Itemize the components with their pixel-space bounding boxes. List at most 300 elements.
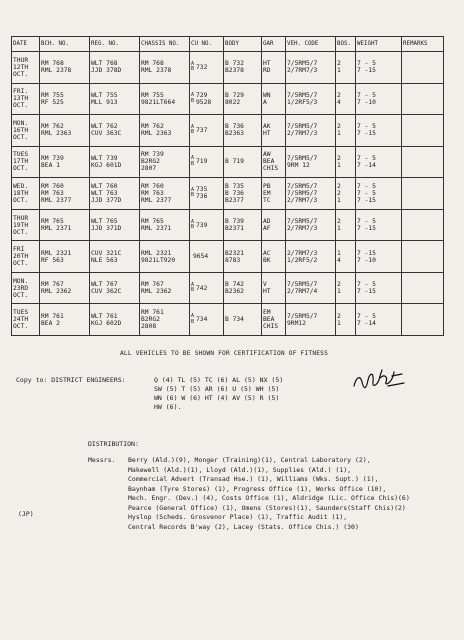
cell-veh — [286, 146, 336, 178]
cu-ab-marker — [191, 220, 194, 231]
cu-number: 719 — [196, 158, 208, 166]
cell-line: B 742 — [225, 281, 244, 289]
cell-chassis — [140, 272, 190, 304]
district-line: SW (5) T (5) AR (6) U (5) WH (5) — [154, 385, 280, 393]
cu-number: 9528 — [196, 98, 212, 106]
cell-line: 7 - 5 — [357, 189, 376, 197]
cell-bos — [336, 146, 356, 178]
cell-weight — [356, 272, 402, 304]
cell-cu — [190, 272, 224, 304]
cell-line: OCT. — [13, 165, 29, 173]
cell-line: 9821LT920 — [141, 256, 176, 264]
cell-gar — [262, 241, 286, 273]
cell-remarks — [402, 304, 444, 336]
cell-line: THUR — [13, 56, 29, 64]
messrs-label: Messrs. — [88, 456, 116, 464]
table-row — [12, 52, 444, 84]
cell-line: 2/7RM7/3 — [287, 67, 318, 75]
cell-line: WLT 768 — [91, 60, 118, 68]
cell-line: RM 755 — [41, 91, 64, 99]
cell-line: 1/2RF5/3 — [287, 98, 318, 106]
cell-line: WLT 765 — [91, 218, 118, 225]
cell-line: 7 - 5 — [357, 154, 376, 162]
column-header: REMARKS — [402, 37, 444, 52]
cu-ab-marker — [191, 125, 194, 136]
certification-note: ALL VEHICLES TO BE SHOWN FOR CERTIFICATION OF FITNESS — [120, 350, 329, 357]
cell-line: EM — [263, 189, 271, 197]
cell-date — [12, 83, 40, 115]
cell-line: RM 761 — [41, 312, 64, 320]
column-header: BOS. — [336, 37, 356, 52]
cell-line: BEA — [263, 158, 275, 166]
cell-line: 2808 — [141, 323, 157, 331]
cell-weight — [356, 241, 402, 273]
cell-line: RML 2378 — [141, 67, 172, 75]
cell-bos — [336, 272, 356, 304]
cell-line: 7/5RM5/7 — [287, 154, 318, 162]
cell-line: 12TH — [13, 63, 29, 71]
cell-line: 7 -15 — [357, 249, 376, 257]
cell-bos — [336, 241, 356, 273]
cell-cu — [190, 241, 224, 273]
cell-gar — [262, 146, 286, 178]
cell-veh — [286, 83, 336, 115]
cell-line: B 735 — [225, 182, 244, 190]
cell-chassis — [140, 115, 190, 147]
cell-line: AK — [263, 123, 271, 131]
column-header: GAR — [262, 37, 286, 52]
cell-bch — [40, 241, 90, 273]
cell-line: 7/5RM5/7 — [287, 281, 318, 289]
table-row — [12, 146, 444, 178]
cell-bch — [40, 209, 90, 241]
cell-veh — [286, 304, 336, 336]
cell-line: 7 -10 — [357, 256, 376, 264]
cu-ab-letter: B — [191, 287, 195, 294]
cell-line: 2/7RM7/3 — [287, 225, 318, 232]
cell-reg — [90, 304, 140, 336]
cell-line: RM 763 — [41, 189, 64, 197]
cell-line: B2RG2 — [141, 158, 160, 166]
cell-line: B2RG2 — [141, 316, 160, 324]
cu-ab-letter: B — [191, 318, 195, 325]
cell-line: RM 761 — [141, 309, 164, 317]
table-header-row — [12, 37, 444, 52]
cell-bos — [336, 83, 356, 115]
cell-reg — [90, 115, 140, 147]
cell-line: AW — [263, 151, 271, 159]
cell-line: B 739 — [225, 218, 244, 225]
cell-line: 19TH — [13, 221, 29, 229]
cu-ab-letter: A — [191, 155, 195, 162]
district-codes — [154, 376, 283, 412]
cell-line: RML 2362 — [141, 288, 172, 296]
cell-line: RM 762 — [41, 123, 64, 131]
cell-line: 1 — [337, 249, 341, 257]
cell-line: 18TH — [13, 189, 29, 197]
cu-ab-letter: B — [191, 192, 195, 199]
cell-date — [12, 272, 40, 304]
cell-bch — [40, 272, 90, 304]
cell-line: 7 -15 — [357, 67, 376, 75]
cell-line: 8783 — [225, 256, 241, 264]
cu-ab-marker — [191, 62, 194, 73]
cell-weight — [356, 52, 402, 84]
cell-line: 2 — [337, 182, 341, 190]
cell-line: 7 -14 — [357, 319, 376, 327]
cell-line: B2321 — [225, 249, 244, 257]
cell-line: BEA — [263, 316, 275, 324]
cell-remarks — [402, 178, 444, 210]
cell-line: B2378 — [225, 67, 244, 75]
cell-line: WLT 762 — [91, 123, 118, 131]
cell-line: RML 2371 — [141, 225, 172, 232]
cell-line: B2363 — [225, 130, 244, 138]
cell-date — [12, 115, 40, 147]
cu-ab-letter: B — [191, 66, 195, 73]
cell-line: KGJ 601D — [91, 161, 122, 169]
cell-remarks — [402, 241, 444, 273]
cell-line: OCT. — [13, 133, 29, 141]
cell-line: 7 - 5 — [357, 123, 376, 131]
cell-line: MON. — [13, 277, 29, 285]
cell-gar — [262, 83, 286, 115]
cell-bch — [40, 146, 90, 178]
cell-line: WLT 739 — [91, 154, 118, 162]
cell-reg — [90, 272, 140, 304]
cell-line: RML 2363 — [141, 130, 172, 138]
cell-remarks — [402, 83, 444, 115]
cu-number: 732 — [196, 63, 208, 71]
cell-bch — [40, 83, 90, 115]
cell-line: 2/7RM7/3 — [287, 130, 318, 138]
cell-line: NLE 563 — [91, 256, 118, 264]
distribution-line: Baynham (Tyre Stores) (1), Progress Office (1), Works Office (10), — [128, 484, 387, 493]
cell-line: 2 — [337, 312, 341, 320]
cell-line: B 736 — [225, 123, 244, 131]
cell-bos — [336, 178, 356, 210]
column-header: WEIGHT — [356, 37, 402, 52]
cell-line: 2 — [337, 281, 341, 289]
cell-line: CHIS — [263, 323, 279, 331]
cell-line: 1 — [337, 319, 341, 327]
cell-cu — [190, 52, 224, 84]
cell-line: B2362 — [225, 288, 244, 296]
cell-bch — [40, 304, 90, 336]
cell-line: RM 763 — [141, 189, 164, 197]
cell-line: 7 - 5 — [357, 91, 376, 99]
cell-weight — [356, 146, 402, 178]
cell-remarks — [402, 115, 444, 147]
cell-line: AC — [263, 249, 271, 257]
cell-body — [224, 146, 262, 178]
cell-line: RM 768 — [41, 60, 64, 68]
cell-line: 17TH — [13, 158, 29, 166]
cell-line: 7 - 5 — [357, 281, 376, 289]
cell-line: TUES — [13, 151, 29, 159]
column-header: CU NO. — [190, 37, 224, 52]
cu-number: 9654 — [193, 252, 209, 260]
cell-line: THUR — [13, 214, 29, 222]
cell-bos — [336, 115, 356, 147]
cell-line: RF 563 — [41, 256, 64, 264]
cell-line: WLT 767 — [91, 281, 118, 289]
cell-line: WLT 755 — [91, 91, 118, 99]
cell-bos — [336, 52, 356, 84]
cell-line: RML 2378 — [41, 67, 72, 75]
cell-body — [224, 209, 262, 241]
cell-line: WLT 763 — [91, 189, 118, 197]
cell-line: 7/5RM5/7 — [287, 312, 318, 320]
cell-reg — [90, 241, 140, 273]
cu-number: 739 — [196, 221, 208, 229]
cell-line: 7 -15 — [357, 225, 376, 232]
cell-line: RM 767 — [141, 281, 164, 289]
cell-line: RM 767 — [41, 281, 64, 289]
cell-line: RM 768 — [141, 60, 164, 68]
cell-remarks — [402, 52, 444, 84]
distribution-heading: DISTRIBUTION: — [88, 440, 139, 448]
cell-line: 2 — [337, 218, 341, 225]
cell-line: OCT. — [13, 70, 29, 78]
cell-line: MLL 913 — [91, 98, 118, 106]
cell-line: 7 - 5 — [357, 218, 376, 225]
cell-line: RML 2377 — [141, 196, 172, 204]
cell-line: B 732 — [225, 60, 244, 68]
cell-line: 2 — [337, 91, 341, 99]
cu-ab-letter: B — [191, 224, 195, 230]
cell-remarks — [402, 272, 444, 304]
cell-line: RM 755 — [141, 91, 164, 99]
cell-line: 7 - 5 — [357, 60, 376, 68]
cell-bos — [336, 209, 356, 241]
cu-ab-letter: A — [191, 123, 195, 130]
cell-veh — [286, 272, 336, 304]
cell-line: RML 2377 — [41, 196, 72, 204]
distribution-line: Commercial Advert (Transad Hse.) (1), Williams (Wks. Supt.) (1), — [128, 475, 379, 483]
cell-line: HT — [263, 60, 271, 68]
cell-line: TUES — [13, 309, 29, 317]
cell-veh — [286, 115, 336, 147]
cell-line: CUV 362C — [91, 288, 122, 296]
cell-remarks — [402, 209, 444, 241]
cell-line: 2 — [337, 123, 341, 131]
cell-line: 2/7RM7/3 — [287, 196, 318, 204]
cell-line: HT — [263, 288, 271, 296]
cell-date — [12, 146, 40, 178]
cell-line: 9RM12 — [287, 319, 306, 327]
cell-cu — [190, 83, 224, 115]
cell-line: 9RM 12 — [287, 161, 310, 169]
table-row — [12, 83, 444, 115]
cell-line: RML 2362 — [41, 288, 72, 296]
cell-line: B 719 — [225, 158, 244, 166]
cell-gar — [262, 209, 286, 241]
cell-gar — [262, 115, 286, 147]
cell-line: KGJ 602D — [91, 319, 122, 327]
cell-line: 7 - 5 — [357, 182, 376, 190]
cell-line: WED. — [13, 182, 29, 190]
cu-ab-marker — [191, 283, 194, 294]
table-row — [12, 241, 444, 273]
cell-date — [12, 304, 40, 336]
cell-line: 7 - 5 — [357, 312, 376, 320]
cell-remarks — [402, 146, 444, 178]
cell-line: RM 739 — [141, 151, 164, 159]
cell-reg — [90, 209, 140, 241]
cell-line: HT — [263, 130, 271, 138]
cell-line: 2/7RM7/4 — [287, 288, 318, 296]
cell-line: B 736 — [225, 189, 244, 197]
cu-ab-letter: B — [191, 129, 195, 136]
vehicle-register-table — [11, 36, 444, 336]
cu-ab-letter: A — [191, 281, 195, 288]
distribution-line: Makewell (Ald.)(1), Lloyd (Ald.)(1), Supplies (Ald.) (1), — [128, 465, 352, 474]
cell-weight — [356, 83, 402, 115]
cell-line: 7 -15 — [357, 130, 376, 138]
cell-line: RM 765 — [41, 218, 64, 225]
cell-line: 16TH — [13, 126, 29, 134]
cu-number: 742 — [196, 284, 208, 292]
cell-chassis — [140, 178, 190, 210]
cell-line: MON. — [13, 119, 29, 127]
cell-veh — [286, 178, 336, 210]
cell-line: CHIS — [263, 165, 279, 173]
district-line: WN (6) W (6) HT (4) AV (5) R (5) — [154, 394, 280, 402]
cell-line: RML 2363 — [41, 130, 72, 138]
cu-ab-marker — [191, 93, 194, 104]
cu-ab-letter: A — [191, 92, 195, 99]
cell-line: 7 -10 — [357, 98, 376, 106]
cell-date — [12, 209, 40, 241]
cell-gar — [262, 178, 286, 210]
cu-ab-letter: A — [191, 60, 195, 67]
cell-line: 1/2RF5/2 — [287, 256, 318, 264]
cell-weight — [356, 304, 402, 336]
cell-gar — [262, 52, 286, 84]
cu-ab-letter: B — [191, 160, 195, 167]
cell-veh — [286, 241, 336, 273]
cell-line: V — [263, 281, 267, 289]
cell-bch — [40, 52, 90, 84]
cell-line: 7 -15 — [357, 196, 376, 204]
cell-body — [224, 241, 262, 273]
cu-number: 737 — [196, 126, 208, 134]
cell-line: 7 -15 — [357, 288, 376, 296]
cell-chassis — [140, 146, 190, 178]
cell-line: 7/5RM5/7 — [287, 123, 318, 131]
cu-ab-letter: A — [191, 313, 195, 320]
cell-line: RML 2321 — [41, 249, 72, 257]
table-row — [12, 209, 444, 241]
cell-date — [12, 178, 40, 210]
cell-line: 7/5RM5/7 — [287, 182, 318, 190]
cell-line: 1 — [337, 196, 341, 204]
cell-line: RM 762 — [141, 123, 164, 131]
distribution-line: Berry (Ald.)(9), Monger (Training)(1), Central Laboratory (2), — [128, 456, 371, 464]
distribution-line: Central Records B'way (2), Lacey (Stats. Office Chis.) (30) — [128, 522, 359, 531]
cu-ab-letter: B — [191, 97, 195, 104]
cell-cu — [190, 146, 224, 178]
table-row — [12, 178, 444, 210]
cell-line: 7/5RM5/7 — [287, 60, 318, 68]
cell-line: 7/5RM5/7 — [287, 189, 318, 197]
cu-ab-marker — [191, 188, 194, 199]
cell-gar — [262, 304, 286, 336]
cell-line: JJD 371D — [91, 225, 122, 232]
cell-line: RM 765 — [141, 218, 164, 225]
cell-line: OCT. — [13, 260, 29, 268]
district-line: HW (6). — [154, 403, 182, 411]
cell-line: 4 — [337, 98, 341, 106]
cell-body — [224, 115, 262, 147]
cell-line: RML 2371 — [41, 225, 72, 232]
cell-line: FRI — [13, 246, 25, 254]
cell-line: 1 — [337, 67, 341, 75]
distribution-line: Mech. Engr. (Dev.) (4), Costs Office (1), Aldridge (Lic. Office Chis)(6) — [128, 494, 410, 502]
cell-line: 1 — [337, 161, 341, 169]
cell-body — [224, 272, 262, 304]
cell-cu — [190, 115, 224, 147]
cell-line: EM — [263, 309, 271, 317]
cell-line: BEA 1 — [41, 161, 60, 169]
table-row — [12, 272, 444, 304]
cu-ab-marker — [191, 314, 194, 325]
cell-line: 7/5RM5/7 — [287, 91, 318, 99]
cell-body — [224, 304, 262, 336]
cell-bch — [40, 115, 90, 147]
cell-chassis — [140, 83, 190, 115]
cell-line: OCT. — [13, 323, 29, 331]
cell-line: 2 — [337, 189, 341, 197]
table-row — [12, 304, 444, 336]
cell-cu — [190, 209, 224, 241]
cell-body — [224, 52, 262, 84]
cell-bch — [40, 178, 90, 210]
cell-date — [12, 241, 40, 273]
district-line: Q (4) TL (5) TC (6) AL (5) NX (5) — [154, 376, 284, 384]
cell-bos — [336, 304, 356, 336]
cell-line: JJD 377D — [91, 196, 122, 204]
cu-ab-marker — [191, 156, 194, 167]
cu-number: 736 — [196, 193, 208, 201]
cell-weight — [356, 115, 402, 147]
cell-line: OCT. — [13, 102, 29, 110]
distribution-line: Hyslop (Scheds. Grosvenor Place) (1), Traffic Audit (1), — [128, 513, 348, 521]
column-header: VEH. CODE — [286, 37, 336, 52]
cell-line: WN — [263, 91, 271, 99]
column-header: CHASSIS NO. — [140, 37, 190, 52]
cell-line: CUV 321C — [91, 249, 122, 257]
cell-line: FRI. — [13, 88, 29, 96]
cell-line: 24TH — [13, 316, 29, 324]
column-header: BCH. NO. — [40, 37, 90, 52]
table-row — [12, 115, 444, 147]
cell-line: 2807 — [141, 165, 157, 173]
cell-line: 8022 — [225, 98, 241, 106]
signature-icon — [348, 364, 408, 394]
cu-ab-letter: A — [191, 186, 195, 193]
column-header: REG. NO. — [90, 37, 140, 52]
copy-to-label: Copy to: DISTRICT ENGINEERS: — [16, 376, 126, 384]
cell-line: OCT. — [13, 196, 29, 204]
cell-line: 1 — [337, 288, 341, 296]
cell-chassis — [140, 52, 190, 84]
cell-line: RD — [263, 67, 271, 75]
cell-chassis — [140, 209, 190, 241]
cell-line: 23RD — [13, 284, 29, 292]
cell-line: RF 525 — [41, 98, 64, 106]
